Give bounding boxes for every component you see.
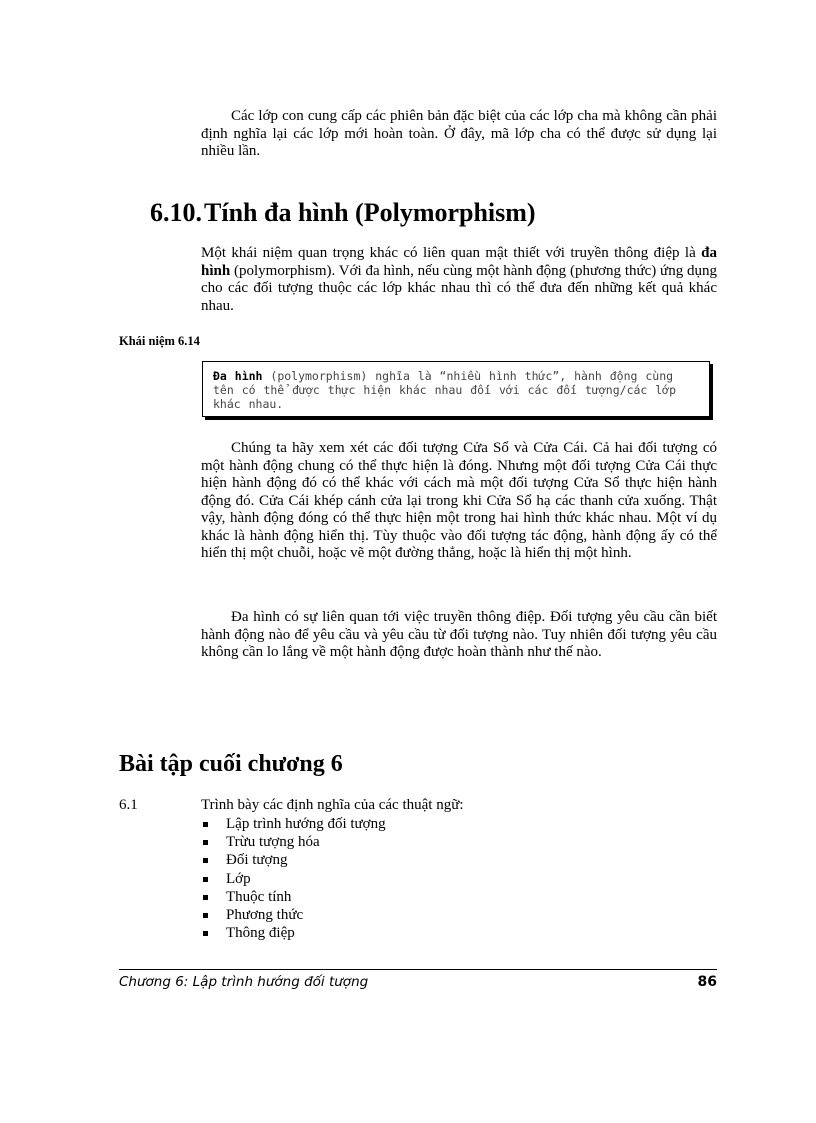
footer-chapter-title: Chương 6: Lập trình hướng đối tượng xyxy=(119,974,369,990)
section-title: Tính đa hình (Polymorphism) xyxy=(204,198,536,227)
bullet-square-icon xyxy=(203,895,208,900)
messaging-paragraph: Đa hình có sự liên quan tới việc truyền thông điệp. Đối tượng yêu cầu cần biết hành động nào để yêu cầu và yêu cầu từ đối tượng nào. Tuy nhiên đối tượng yêu cầu không cần lo lắng về một hành động được hoàn thành như thế nào. xyxy=(201,609,717,660)
section-number: 6.10. xyxy=(150,198,202,227)
exercises-heading: Bài tập cuối chương 6 xyxy=(119,751,343,777)
footer-divider xyxy=(119,969,717,970)
section-heading xyxy=(150,198,536,228)
list-item xyxy=(201,833,386,851)
example-paragraph: Chúng ta hãy xem xét các đối tượng Cửa Sổ và Cửa Cái. Cả hai đối tượng có một hành động chung có thể thực hiện là đóng. Nhưng một đối tượng Cửa Cái thực hiện hành động đó có thể khác với cách mà một đối tượng Cửa Sổ thực hiện hành động đó. Cửa Cái khép cánh cửa lại trong khi Cửa Sổ hạ các thanh cửa xuống. Thật vậy, hành động đóng có thể thực hiện một trong hai hình thức khác nhau. Một ví dụ khác là hành động hiển thị. Tùy thuộc vào đối tượng tác động, hành động ấy có thể hiển thị một chuỗi, hoặc vẽ một đường thẳng, hoặc là hiển thị một hình. xyxy=(201,440,717,561)
exercise-term-list xyxy=(201,815,386,942)
list-item-text: Thông điệp xyxy=(226,925,295,942)
list-item-text: Trừu tượng hóa xyxy=(226,834,320,851)
exercise-question: Trình bày các định nghĩa của các thuật ngữ: xyxy=(201,797,464,813)
list-item xyxy=(201,906,386,924)
definition-body: (polymorphism) nghĩa là “nhiều hình thức”, hành động cùng tên có thể được thực hiện khác nhau đối với các đối tượng/các lớp khác nhau. xyxy=(213,369,677,411)
polymorphism-intro-text-1: Một khái niệm quan trọng khác có liên quan mật thiết với truyền thông điệp là xyxy=(201,245,702,261)
list-item-text: Phương thức xyxy=(226,907,304,924)
bullet-square-icon xyxy=(203,877,208,882)
bullet-square-icon xyxy=(203,913,208,918)
footer-page-number: 86 xyxy=(697,974,717,990)
bullet-square-icon xyxy=(203,858,208,863)
list-item xyxy=(201,851,386,869)
definition-term: Đa hình xyxy=(213,369,263,383)
intro-paragraph: Các lớp con cung cấp các phiên bản đặc biệt của các lớp cha mà không cần phải định nghĩa lại các lớp mới hoàn toàn. Ở đây, mã lớp cha có thể được sử dụng lại nhiều lần. xyxy=(201,108,717,159)
concept-label: Khái niệm 6.14 xyxy=(119,334,200,348)
polymorphism-intro-paragraph xyxy=(201,245,717,315)
bullet-square-icon xyxy=(203,822,208,827)
list-item xyxy=(201,870,386,888)
bullet-square-icon xyxy=(203,840,208,845)
list-item xyxy=(201,815,386,833)
list-item xyxy=(201,888,386,906)
list-item-text: Đối tượng xyxy=(226,852,288,869)
list-item-text: Lớp xyxy=(226,870,251,887)
definition-text xyxy=(213,369,699,411)
polymorphism-intro-text-2: (polymorphism). Với đa hình, nếu cùng một hành động (phương thức) ứng dụng cho các đối tượng thuộc các lớp khác nhau thì có thể đưa đến những kết quả khác nhau. xyxy=(201,262,717,314)
exercise-number: 6.1 xyxy=(119,797,138,813)
list-item-text: Lập trình hướng đối tượng xyxy=(226,816,386,832)
bullet-square-icon xyxy=(203,931,208,936)
list-item xyxy=(201,924,386,942)
definition-box xyxy=(202,361,710,417)
polymorphism-intro-bold-term: đa hình xyxy=(201,245,717,279)
list-item-text: Thuộc tính xyxy=(226,888,292,905)
